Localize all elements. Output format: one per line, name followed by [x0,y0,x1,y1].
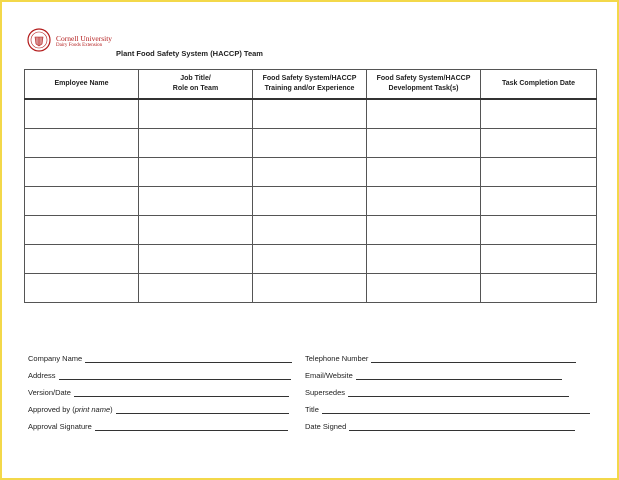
table-cell[interactable] [253,187,367,216]
document-title: Plant Food Safety System (HACCP) Team [116,49,263,58]
header-text: Development Task(s) [388,85,459,92]
header-text: Food Safety System/HACCP [262,75,357,82]
version-date-line[interactable] [74,388,289,397]
table-cell[interactable] [139,187,253,216]
company-name-line[interactable] [85,354,292,363]
email-website-line[interactable] [356,371,562,380]
date-signed-label: Date Signed [305,422,347,431]
address-label: Address [28,371,56,380]
table-cell[interactable] [139,245,253,274]
table-cell[interactable] [25,274,139,303]
table-cell[interactable] [367,99,481,129]
table-cell[interactable] [367,187,481,216]
table-cell[interactable] [139,274,253,303]
table-cell[interactable] [481,274,597,303]
table-row [25,158,597,187]
approved-by-label [28,405,113,414]
address-field[interactable] [28,369,291,380]
title-label: Title [305,405,319,414]
table-cell[interactable] [481,158,597,187]
header-training [253,70,367,100]
title-line[interactable] [322,405,590,414]
address-line[interactable] [59,371,291,380]
header-development-tasks [367,70,481,100]
table-cell[interactable] [481,245,597,274]
telephone-number-line[interactable] [371,354,576,363]
table-row [25,274,597,303]
header-text: Task Completion Date [502,80,575,87]
approval-signature-line[interactable] [95,422,288,431]
table-cell[interactable] [25,187,139,216]
table-cell[interactable] [253,158,367,187]
table-cell[interactable] [367,129,481,158]
approval-signature-field[interactable] [28,420,288,431]
haccp-team-table [24,69,597,303]
approved-by-field[interactable] [28,403,289,414]
signature-form [28,352,598,442]
table-cell[interactable] [139,216,253,245]
table-row [25,216,597,245]
date-signed-line[interactable] [349,422,575,431]
table-cell[interactable] [25,245,139,274]
table-header-row [25,70,597,100]
table-cell[interactable] [25,158,139,187]
header-completion-date [481,70,597,100]
table-cell[interactable] [481,129,597,158]
university-seal-icon [27,28,51,52]
table-cell[interactable] [25,99,139,129]
table-row [25,187,597,216]
supersedes-label: Supersedes [305,388,346,397]
cornell-logo [27,28,123,54]
table-cell[interactable] [481,187,597,216]
table-cell[interactable] [25,216,139,245]
table-row [25,129,597,158]
table-cell[interactable] [139,99,253,129]
telephone-number-field[interactable] [305,352,576,363]
table-cell[interactable] [139,158,253,187]
header-text: Food Safety System/HACCP [376,75,471,82]
header-job-title [139,70,253,100]
supersedes-line[interactable] [348,388,569,397]
approved-by-prefix: Approved by ( [28,405,75,414]
table-body [25,99,597,303]
title-field[interactable] [305,403,590,414]
header-employee-name [25,70,139,100]
supersedes-field[interactable] [305,386,569,397]
approved-by-line[interactable] [116,405,289,414]
org-subtitle: Dairy Foods Extension [56,43,103,48]
table-cell[interactable] [367,274,481,303]
header-text: Employee Name [54,80,109,87]
table-row [25,99,597,129]
org-name: Cornell University [56,34,113,43]
table-cell[interactable] [481,216,597,245]
table-cell[interactable] [253,99,367,129]
header-text: Training and/or Experience [264,85,355,92]
approved-by-italic: print name [74,405,111,414]
date-signed-field[interactable] [305,420,575,431]
version-date-label: Version/Date [28,388,71,397]
approval-signature-label: Approval Signature [28,422,92,431]
header-text: Job Title/ [180,75,211,82]
company-name-field[interactable] [28,352,292,363]
email-website-label: Email/Website [305,371,353,380]
table-cell[interactable] [253,216,367,245]
company-name-label: Company Name [28,354,83,363]
email-website-field[interactable] [305,369,562,380]
header-text: Role on Team [172,85,219,92]
table-cell[interactable] [367,158,481,187]
table-cell[interactable] [367,245,481,274]
table-cell[interactable] [367,216,481,245]
table-cell[interactable] [253,245,367,274]
table-row [25,245,597,274]
table-cell[interactable] [25,129,139,158]
table-cell[interactable] [481,99,597,129]
table-cell[interactable] [139,129,253,158]
table-cell[interactable] [253,129,367,158]
version-date-field[interactable] [28,386,289,397]
approved-by-suffix: ) [110,405,113,414]
telephone-number-label: Telephone Number [305,354,369,363]
table-cell[interactable] [253,274,367,303]
